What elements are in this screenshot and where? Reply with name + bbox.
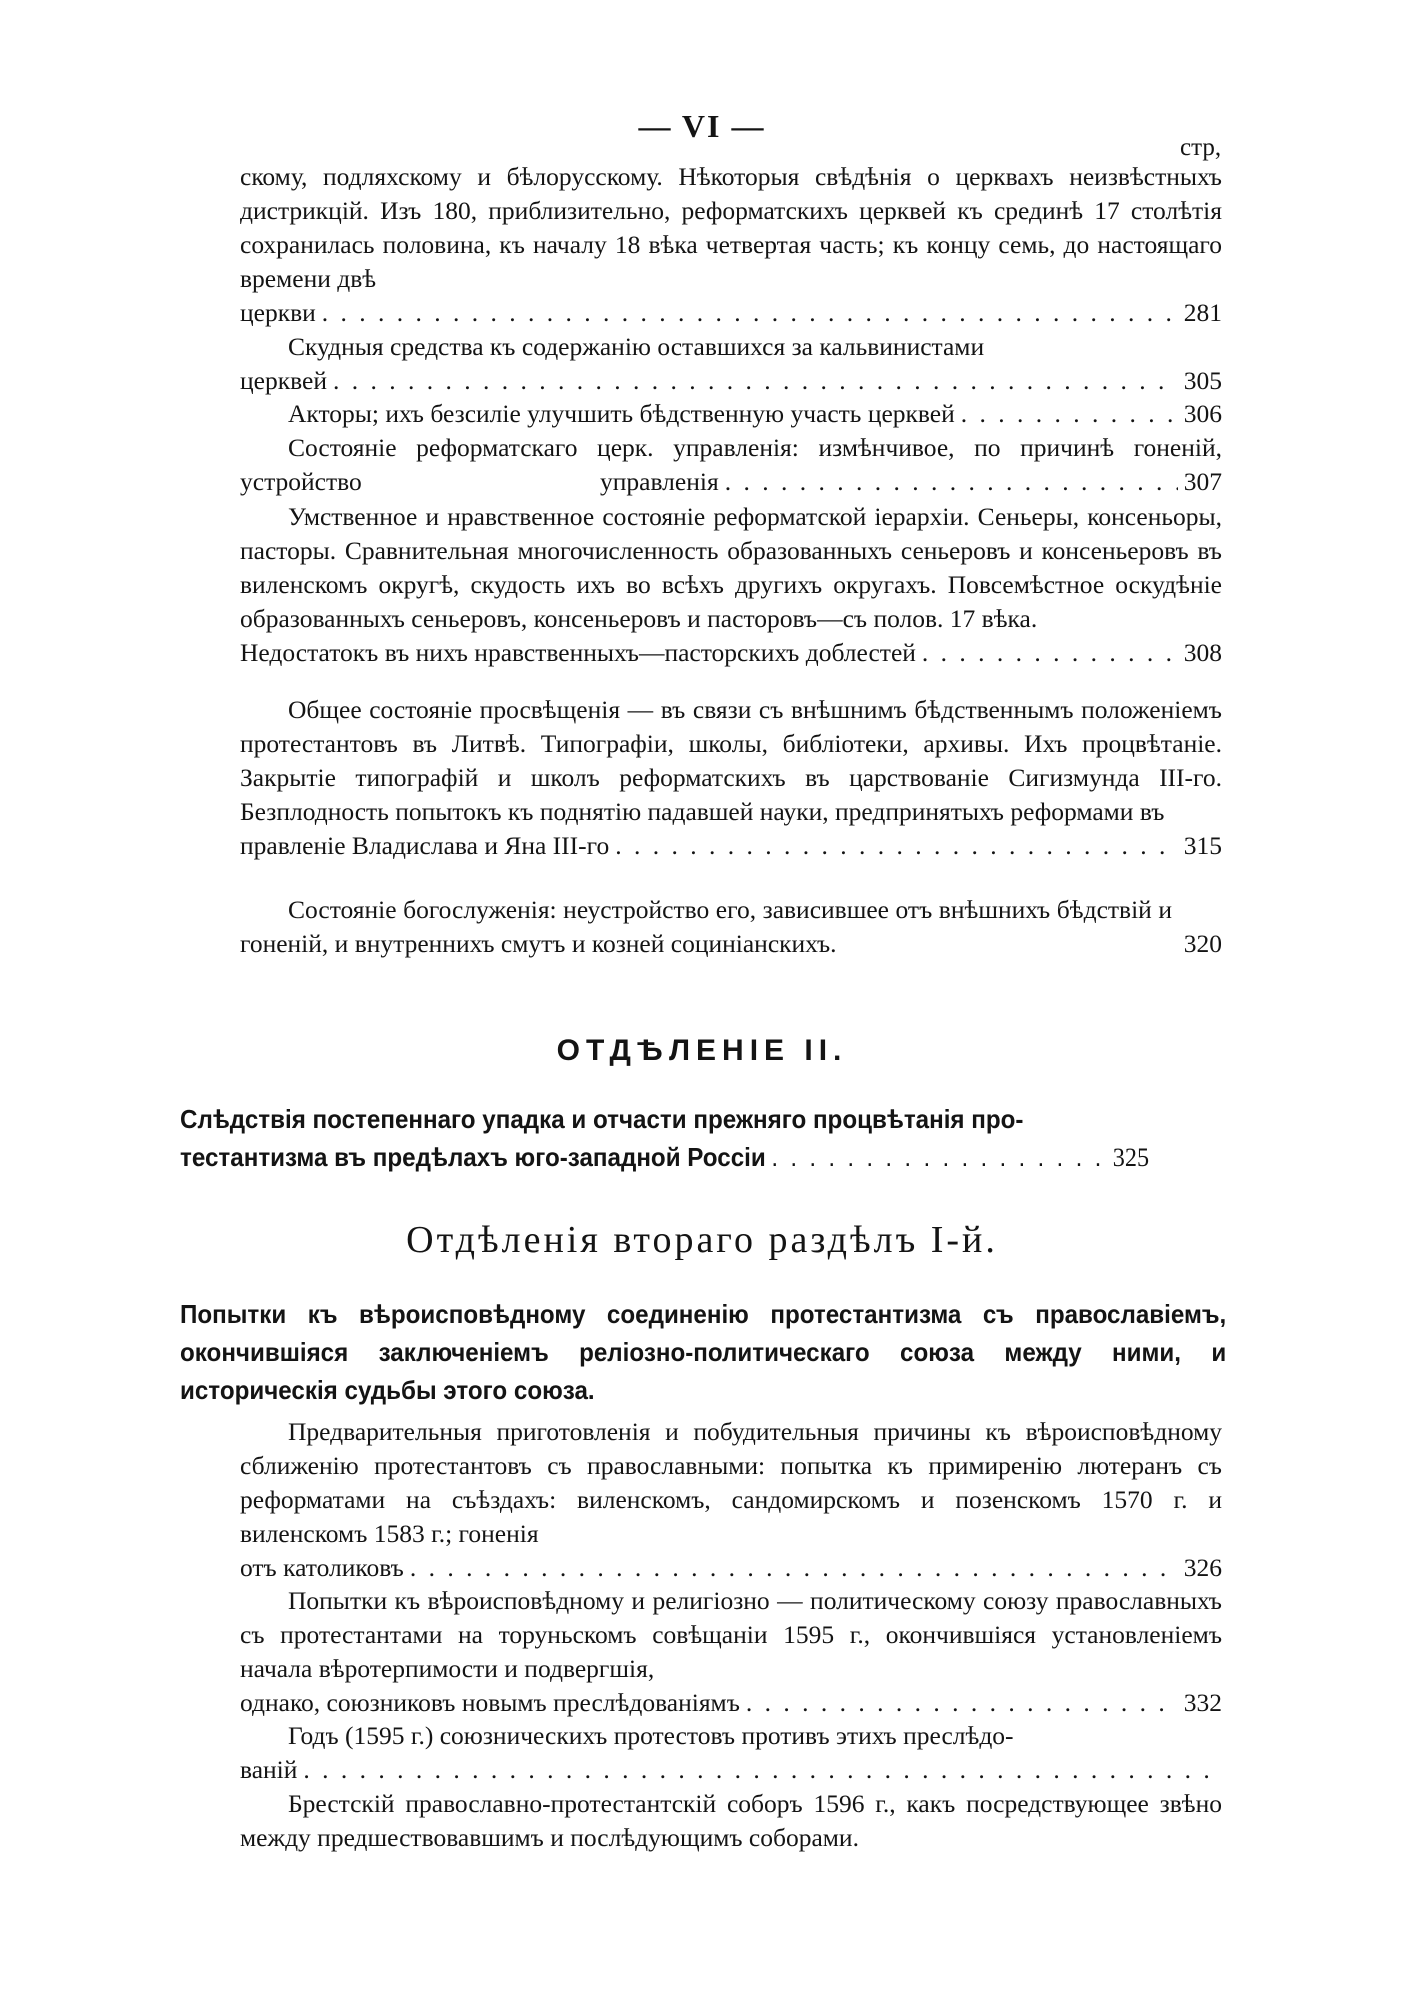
toc-page-number: 325 — [1112, 1143, 1150, 1172]
toc-entry-text: Состояніе реформатскаго церк. управленія: измѣнчивое, по причинѣ гоненій, устройство — [240, 433, 1222, 496]
toc-entry — [240, 693, 1222, 863]
toc-entry — [240, 1787, 1222, 1855]
toc-page-number: 320 — [1183, 929, 1222, 958]
toc-entry — [240, 1719, 1222, 1787]
toc-page-number: 315 — [1183, 831, 1222, 860]
toc-entry-last-line — [240, 1753, 1222, 1787]
leader-dots — [322, 296, 1178, 330]
toc-entry-last-text: правленіе Владислава и Яна III-го — [240, 831, 610, 860]
toc-entry-last-text: отъ католиковъ — [240, 1553, 404, 1582]
toc-entry-last-line — [180, 1138, 1149, 1177]
toc-entry — [240, 1415, 1222, 1585]
toc-entry-bold — [180, 1100, 1149, 1177]
toc-entry-text: Попытки къ вѣроисповѣдному и религіозно — политическому союзу православныхъ съ протестантами на торуньскомъ совѣщаніи 1595 г., окончившіяся установленіемъ начала вѣротерпимости и подвергшія, — [240, 1586, 1222, 1683]
toc-entry-text: Годъ (1595 г.) союзническихъ протестовъ противъ этихъ преслѣдо- — [288, 1721, 1014, 1750]
toc-entry-tail — [600, 465, 1222, 499]
subsection-intro: Попытки къ вѣроисповѣдному соединенію протестантизма съ православіемъ, окончившіяся заключеніемъ реліозно-политическаго союза между ними, и историческія судьбы этого союза. — [180, 1299, 1227, 1405]
leader-dots — [725, 465, 1178, 499]
toc-entry-text: Скудныя средства къ содержанію оставшихся за кальвинистами — [288, 332, 985, 361]
toc-entry-last-line — [240, 636, 1222, 670]
toc-entry-last-text: Акторы; ихъ безсиліе улучшить бѣдственную участь церквей — [288, 399, 955, 428]
leader-dots — [961, 397, 1178, 431]
toc-page-number: 281 — [1183, 298, 1222, 327]
leader-dots — [333, 364, 1178, 398]
toc-entry — [240, 1584, 1222, 1720]
toc-entry-last-text: управленія — [600, 467, 719, 496]
toc-entry-text: Предварительныя приготовленія и побудительныя причины къ вѣроисповѣдному сближенію протестантовъ съ православными: попытка къ примиренію лютеранъ съ реформатами на съѣздахъ: виленскомъ, сандомирскомъ и позенскомъ 1570 г. и виленскомъ 1583 г.; гоненія — [240, 1417, 1222, 1548]
toc-entry-last-line — [240, 364, 1222, 398]
toc-entry-last-line — [240, 296, 1222, 330]
toc-entry-last-text: церкви — [240, 298, 316, 327]
subsection-heading: Отдѣленія втораго раздѣлъ I-й. — [406, 1219, 998, 1261]
leader-dots — [615, 829, 1178, 863]
toc-entry-text: Умственное и нравственное состояніе реформатской іерархіи. Сеньеры, консеньоры, пасторы. Сравнительная многочисленность образованныхъ сеньеровъ и консеньеровъ въ виленскомъ округѣ, скудость ихъ во всѣхъ другихъ округахъ. Повсемѣстное оскудѣніе образованныхъ сеньеровъ, консеньеровъ и пасторовъ—съ полов. 17 вѣка. — [240, 502, 1222, 633]
toc-page-number: 332 — [1183, 1688, 1222, 1717]
toc-entry — [240, 160, 1222, 330]
page-number: — VI — — [638, 108, 766, 144]
toc-entry-text: Общее состояніе просвѣщенія — въ связи съ внѣшнимъ бѣдственнымъ положеніемъ протестантовъ въ Литвѣ. Типографіи, школы, библіотеки, архивы. Ихъ процвѣтаніе. Закрытіе типографій и школъ реформатскихъ въ царствованіе Сигизмунда III-го. Безплодность попытокъ къ поднятію падавшей науки, предпринятыхъ реформами въ — [240, 695, 1222, 826]
toc-page-number: 306 — [1183, 399, 1222, 428]
toc-entry-last-line — [240, 829, 1222, 863]
leader-dots — [746, 1686, 1178, 1720]
toc-entry — [240, 893, 1172, 961]
toc-entry-last-line — [240, 1686, 1222, 1720]
toc-entry-last-text: ваній — [240, 1755, 298, 1784]
toc-entry-text: скому, подляхскому и бѣлорусскому. Нѣкоторыя свѣдѣнія о церквахъ неизвѣстныхъ дистрикцій. Изъ 180, приблизительно, реформатскихъ церквей къ срединѣ 17 столѣтія сохранилась половина, къ началу 18 вѣка четвертая часть; къ концу семь, до настоящаго времени двѣ — [240, 162, 1222, 293]
toc-entry-last-line — [288, 397, 1222, 431]
toc-entry-last-line — [600, 465, 1222, 499]
leader-dots — [771, 1138, 1107, 1176]
toc-page-number: 305 — [1183, 366, 1222, 395]
toc-entry-last-text: однако, союзниковъ новымъ преслѣдованіямъ — [240, 1688, 740, 1717]
toc-entry-text: Брестскій православно-протестантскій соборъ 1596 г., какъ посредствующее звѣно между предшествовавшимъ и послѣдующимъ соборами. — [240, 1789, 1222, 1852]
toc-entry-last-text: церквей — [240, 366, 327, 395]
section-heading: ОТДѢЛЕНІЕ II. — [556, 1034, 848, 1067]
toc-entry-text: Слѣдствія постепеннаго упадка и отчасти прежняго процвѣтанія про- — [180, 1104, 1024, 1134]
toc-page-number: 307 — [1183, 467, 1222, 496]
toc-page-number: 326 — [1183, 1553, 1222, 1582]
toc-entry-page — [1180, 927, 1222, 961]
page-column-label: стр, — [1180, 134, 1222, 161]
toc-entry-last-text: Недостатокъ въ нихъ нравственныхъ—пасторскихъ доблестей — [240, 638, 916, 667]
toc-entry-last-text: тестантизма въ предѣлахъ юго-западной Россіи — [180, 1142, 766, 1172]
toc-page-number: 308 — [1183, 638, 1222, 667]
toc-entry-text: Состояніе богослуженія: неустройство его, зависившее отъ внѣшнихъ бѣдствій и гоненій, и внутреннихъ смутъ и козней социніанскихъ. — [240, 895, 1172, 958]
leader-dots — [922, 636, 1178, 670]
toc-entry — [240, 330, 1222, 398]
toc-entry — [240, 500, 1222, 670]
leader-dots — [410, 1551, 1178, 1585]
toc-entry-last-line — [240, 1551, 1222, 1585]
toc-entry — [240, 397, 1222, 431]
leader-dots — [303, 1753, 1216, 1787]
